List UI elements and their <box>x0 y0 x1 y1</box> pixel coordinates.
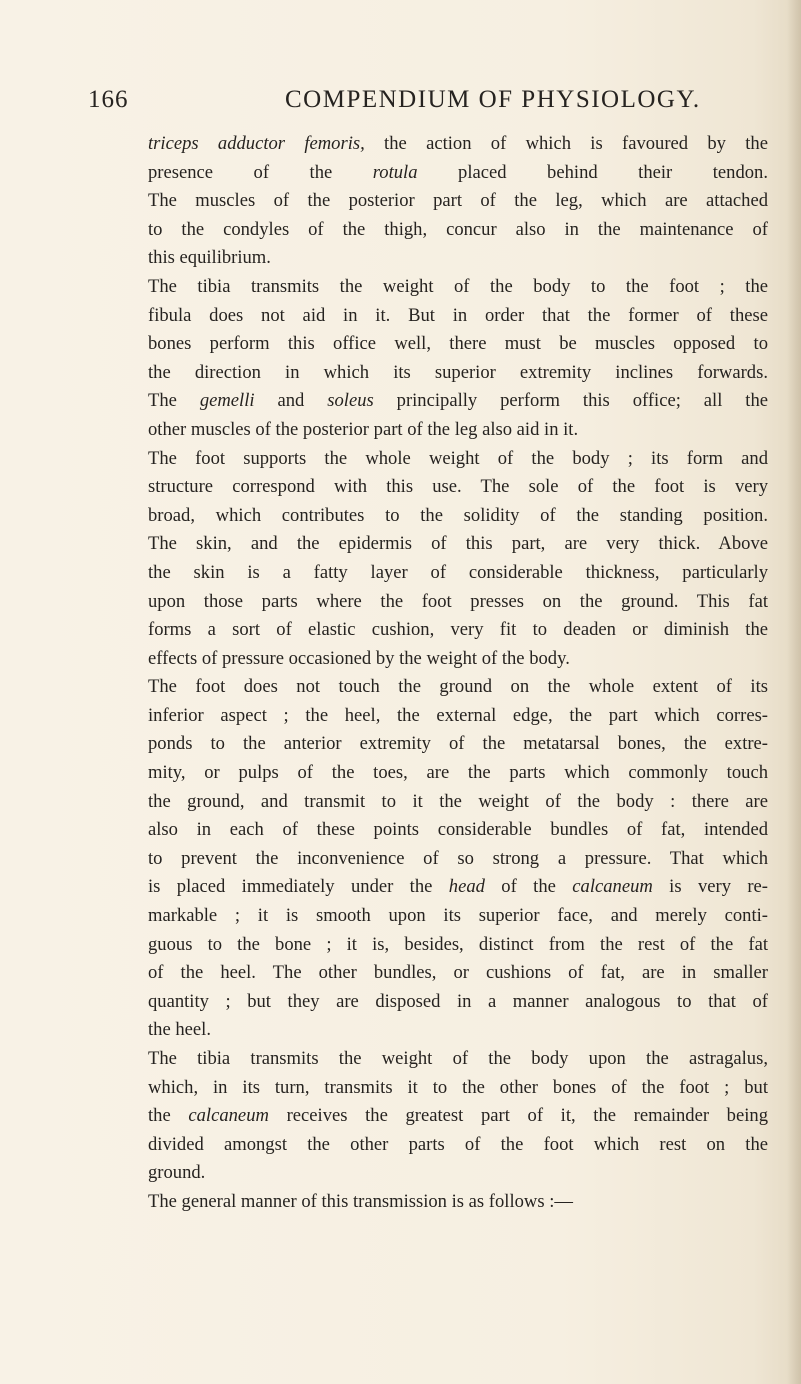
text-segment: structure correspond with this use. The sole of the foot is very <box>148 476 768 498</box>
text-line <box>148 1159 768 1188</box>
page-header <box>88 86 701 120</box>
text-line <box>148 416 768 445</box>
text-line <box>148 1102 768 1131</box>
text-line <box>148 730 768 759</box>
text-segment: to prevent the inconvenience of so strong a pressure. That which <box>148 847 768 869</box>
text-segment: inferior aspect ; the heel, the external edge, the part which corres- <box>148 704 768 726</box>
text-segment: and <box>254 390 328 412</box>
text-line <box>148 931 768 960</box>
text-line <box>148 1016 768 1045</box>
text-segment: guous to the bone ; it is, besides, distinct from the rest of the fat <box>148 933 768 955</box>
text-line <box>148 187 768 216</box>
text-line <box>148 445 768 474</box>
text-segment: is very re- <box>652 876 768 898</box>
italic-term: triceps adductor femoris, <box>148 133 365 154</box>
text-segment: is placed immediately under the <box>148 876 449 898</box>
text-line <box>148 902 768 931</box>
page-number: 166 <box>88 86 129 113</box>
italic-term: rotula <box>372 161 418 183</box>
italic-term: calcaneum <box>572 876 653 898</box>
text-segment: ground. <box>148 1162 206 1184</box>
italic-term: soleus <box>327 390 374 412</box>
text-line <box>148 502 768 531</box>
text-segment: to the condyles of the thigh, concur also in the maintenance of <box>148 218 768 240</box>
text-segment: The tibia transmits the weight of the body upon the astragalus, <box>148 1048 768 1069</box>
text-line <box>148 159 768 188</box>
text-line <box>148 988 768 1017</box>
text-segment: divided amongst the other parts of the foot which rest on the <box>148 1133 768 1155</box>
text-line <box>148 273 768 302</box>
text-line <box>148 130 768 159</box>
italic-term: gemelli <box>199 390 255 412</box>
italic-term: calcaneum <box>188 1105 269 1127</box>
text-segment: fibula does not aid in it. But in order that the former of these <box>148 304 768 326</box>
text-segment: which, in its turn, transmits it to the other bones of the foot ; but <box>148 1076 768 1098</box>
text-segment: The <box>148 390 200 412</box>
text-segment: forms a sort of elastic cushion, very fit to deaden or diminish the <box>148 619 768 641</box>
text-line <box>148 244 768 273</box>
text-segment: of the <box>484 876 573 898</box>
text-line <box>148 330 768 359</box>
text-segment: the action of which is favoured by the <box>364 133 768 154</box>
text-line <box>148 702 768 731</box>
text-segment: principally perform this office; all the <box>373 390 768 412</box>
text-segment: ponds to the anterior extremity of the metatarsal bones, the extre- <box>148 733 768 755</box>
text-line <box>148 473 768 502</box>
text-line <box>148 959 768 988</box>
text-line <box>148 559 768 588</box>
text-segment: quantity ; but they are disposed in a manner analogous to that of <box>148 990 768 1012</box>
text-segment: the skin is a fatty layer of considerable thickness, particularly <box>148 561 768 583</box>
text-segment: The tibia transmits the weight of the body to the foot ; the <box>148 275 768 297</box>
text-segment: mity, or pulps of the toes, are the parts which commonly touch <box>148 762 768 784</box>
text-line <box>148 1188 768 1217</box>
text-segment: The foot supports the whole weight of the body ; its form and <box>148 447 768 469</box>
text-segment: this equilibrium. <box>148 247 271 269</box>
text-line <box>148 759 768 788</box>
text-line <box>148 873 768 902</box>
text-line <box>148 588 768 617</box>
text-line <box>148 673 768 702</box>
text-segment: other muscles of the posterior part of the leg also aid in it. <box>148 418 579 440</box>
text-line <box>148 645 768 674</box>
text-segment: bones perform this office well, there must be muscles opposed to <box>148 333 768 355</box>
text-line <box>148 616 768 645</box>
text-line <box>148 845 768 874</box>
text-segment: effects of pressure occasioned by the weight of the body. <box>148 647 570 669</box>
text-segment: the heel. <box>148 1019 211 1041</box>
text-line <box>148 216 768 245</box>
text-segment: The general manner of this transmission is as follows :— <box>148 1190 573 1212</box>
text-segment: upon those parts where the foot presses on the ground. This fat <box>148 590 768 612</box>
text-line <box>148 1074 768 1103</box>
text-segment: The skin, and the epidermis of this part, are very thick. Above <box>148 533 768 555</box>
text-segment: markable ; it is smooth upon its superior face, and merely conti- <box>148 905 768 927</box>
text-segment: The foot does not touch the ground on the whole extent of its <box>148 676 768 698</box>
body-text <box>148 130 768 1217</box>
text-line <box>148 302 768 331</box>
text-line <box>148 788 768 817</box>
text-line <box>148 530 768 559</box>
text-segment: broad, which contributes to the solidity of the standing position. <box>148 504 768 526</box>
text-line <box>148 1131 768 1160</box>
text-line <box>148 359 768 388</box>
text-segment: The muscles of the posterior part of the leg, which are attached <box>148 190 768 212</box>
running-title: COMPENDIUM OF PHYSIOLOGY. <box>285 86 701 113</box>
italic-term: head <box>448 876 485 898</box>
text-line <box>148 387 768 416</box>
text-line <box>148 816 768 845</box>
text-segment: placed behind their tendon. <box>417 161 768 183</box>
text-segment: presence of the <box>148 161 373 183</box>
page-edge-shadow <box>787 0 801 1384</box>
text-segment: the ground, and transmit to it the weight of the body : there are <box>148 790 768 812</box>
text-segment: receives the greatest part of it, the remainder being <box>268 1105 768 1127</box>
text-segment: the <box>148 1105 189 1127</box>
text-segment: of the heel. The other bundles, or cushions of fat, are in smaller <box>148 962 768 984</box>
text-segment: the direction in which its superior extremity inclines forwards. <box>148 361 768 383</box>
text-segment: also in each of these points considerable bundles of fat, intended <box>148 819 768 841</box>
text-line <box>148 1045 768 1074</box>
